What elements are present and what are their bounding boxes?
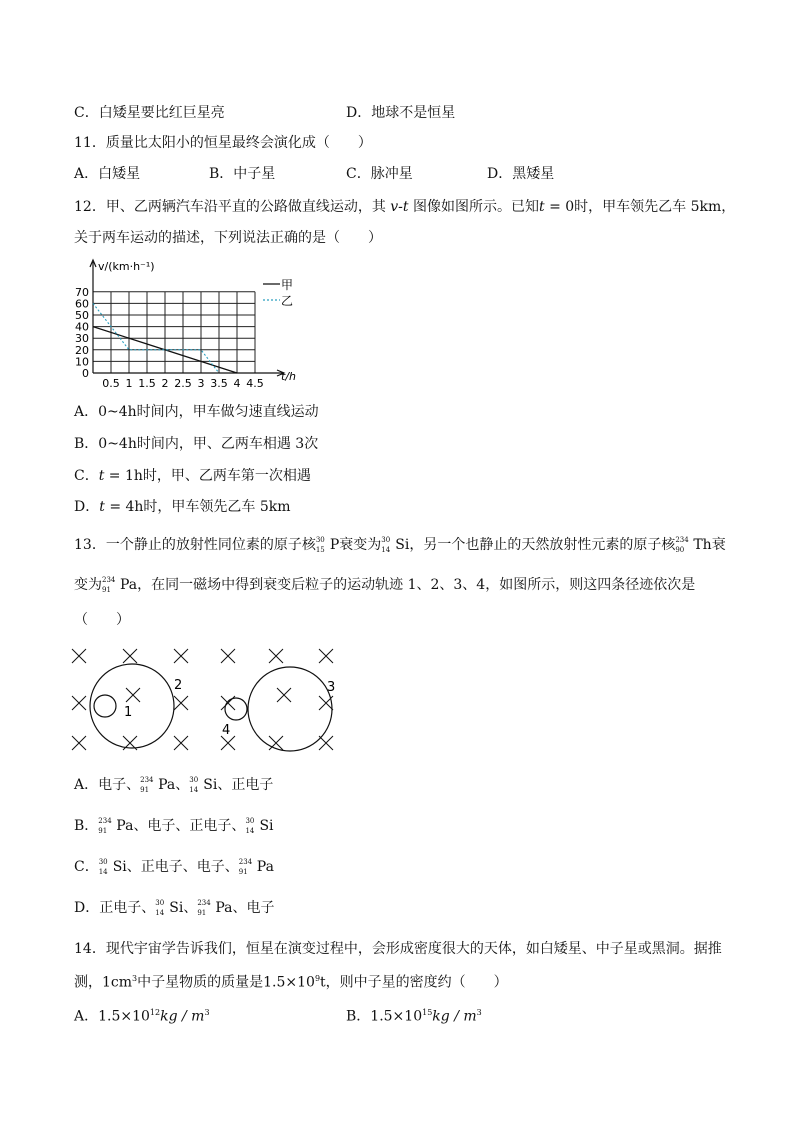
- q12-option-b: B．0~4h时间内，甲、乙两车相遇 3次: [74, 436, 319, 452]
- track-diagram: [60, 640, 350, 760]
- x-tick-label: 2.5: [174, 377, 192, 390]
- field-cross-icon: [221, 649, 235, 663]
- x-tick-label: 3: [197, 377, 205, 390]
- x-tick-label: 1: [125, 377, 133, 390]
- y-tick-label: 10: [75, 355, 89, 369]
- field-cross-icon: [269, 649, 283, 663]
- q12-stem-line2: 关于两车运动的描述，下列说法正确的是（ ）: [74, 230, 382, 246]
- field-cross-icon: [72, 696, 86, 710]
- legend-label: 乙: [281, 294, 294, 308]
- x-axis-label: t/h: [281, 370, 296, 383]
- chart-legend: [263, 278, 293, 308]
- q13-option-d: D．正电子、 30 14 Si、 234 91 Pa、电子: [74, 899, 275, 917]
- track-1: [94, 695, 116, 717]
- x-tick-label: 4.5: [246, 377, 264, 390]
- field-cross-icon: [72, 649, 86, 663]
- y-tick-label: 60: [75, 297, 89, 311]
- q12-option-d: D．t = 4h时，甲车领先乙车 5km: [74, 499, 291, 515]
- q13-stem-line2: 变为 234 91 Pa，在同一磁场中得到衰变后粒子的运动轨迹 1、2、3、4，如图所示，则这四条径迹依次是: [74, 576, 696, 594]
- q13-option-b: B． 234 91 Pa、电子、正电子、 30 14 Si: [74, 817, 274, 835]
- nuclide-P: 30 15: [315, 536, 325, 554]
- x-tick-label: 4: [233, 377, 241, 390]
- track-label-2: 2: [174, 678, 183, 693]
- q13-stem-line3: （ ）: [74, 612, 130, 628]
- q12-option-c: C．t = 1h时，甲、乙两车第一次相遇: [74, 468, 311, 484]
- chart-grid: [93, 292, 255, 373]
- q11-option-a: A．白矮星: [74, 166, 141, 182]
- x-tick-label: 0.5: [102, 377, 120, 390]
- legend-label: 甲: [281, 278, 294, 292]
- field-cross-icon: [319, 649, 333, 663]
- magnetic-field-crosses: [72, 649, 336, 750]
- q14-stem-line2: 测，$1cm^3$中子星物质的质量是$1.5\times 10^9t$，则中子星的密度约（ ）: [74, 974, 508, 991]
- y-tick-label: 30: [75, 332, 89, 346]
- q10-option-c: C．白矮星要比红巨星亮: [74, 105, 225, 121]
- q11-option-b: B．中子星: [209, 166, 276, 182]
- field-cross-icon: [123, 649, 137, 663]
- q14-option-a: A．$1.5\times 10^{12}kg / m^3$: [74, 1008, 210, 1025]
- q11-stem: 11．质量比太阳小的恒星最终会演化成（ ）: [74, 135, 372, 151]
- q11-option-c: C．脉冲星: [346, 166, 413, 182]
- x-tick-label: 3.5: [210, 377, 228, 390]
- field-cross-icon: [72, 736, 86, 750]
- q11-option-d: D．黑矮星: [487, 166, 555, 182]
- field-cross-icon: [126, 688, 140, 702]
- q10-option-d: D．地球不是恒星: [346, 105, 456, 121]
- chart-ticks: [75, 260, 296, 390]
- nuclide-Th: 234 90: [675, 536, 689, 554]
- q12-stem-line1: 12．甲、乙两辆汽车沿平直的公路做直线运动，其 v-t 图像如图所示。已知t = 0时，甲车领先乙车 5km，: [74, 199, 736, 215]
- q13-option-a: A．电子、 234 91 Pa、 30 14 Si、正电子: [74, 776, 274, 794]
- field-cross-icon: [221, 736, 235, 750]
- x-tick-label: 1.5: [138, 377, 156, 390]
- y-tick-label: 0: [82, 367, 89, 380]
- y-axis-label: v/(km·h⁻¹): [98, 260, 155, 273]
- q14-stem-line1: 14．现代宇宙学告诉我们，恒星在演变过程中，会形成密度很大的天体，如白矮星、中子星或黑洞。据推: [74, 941, 722, 957]
- nuclide-Pa: 234 91: [102, 576, 116, 594]
- y-tick-label: 20: [75, 343, 89, 357]
- track-label-1: 1: [124, 705, 133, 720]
- field-cross-icon: [174, 736, 188, 750]
- vt-chart: [70, 255, 310, 390]
- field-cross-icon: [269, 736, 283, 750]
- y-tick-label: 50: [75, 309, 89, 322]
- q13-option-c: C． 30 14 Si、正电子、电子、 234 91 Pa: [74, 858, 274, 876]
- track-label-3: 3: [327, 680, 336, 695]
- field-cross-icon: [174, 649, 188, 663]
- x-tick-label: 2: [161, 377, 169, 390]
- y-tick-label: 40: [75, 320, 89, 334]
- nuclide-Si: 30 14: [381, 536, 391, 554]
- field-cross-icon: [174, 696, 188, 710]
- q14-option-b: B．$1.5\times 10^{15}kg / m^3$: [346, 1008, 482, 1025]
- q13-stem-line1: 13．一个静止的放射性同位素的原子核 30 15 P衰变为 30 14 Si，另一个也静止的天然放射性元素的原子核 234 90 Th衰: [74, 536, 726, 554]
- track-4: [225, 698, 247, 720]
- q12-option-a: A．0~4h时间内，甲车做匀速直线运动: [74, 404, 319, 420]
- field-cross-icon: [277, 688, 291, 702]
- y-tick-label: 70: [75, 285, 89, 299]
- track-label-4: 4: [222, 723, 231, 738]
